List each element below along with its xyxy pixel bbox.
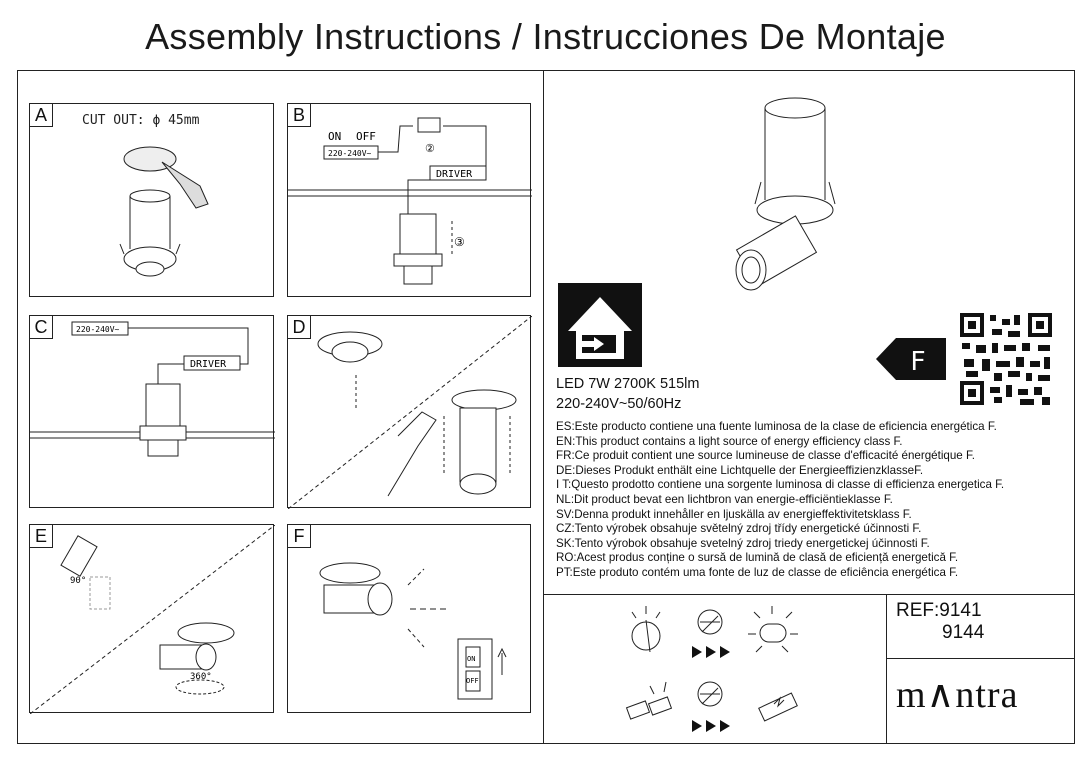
driver-label: DRIVER [190, 359, 227, 370]
statement-pt: PT:Este produto contém uma fonte de luz de classe de eficiência energética F. [556, 565, 959, 579]
statement-sv: SV:Denna produkt innehåller en ljuskälla av energieffektivitetsklass F. [556, 507, 912, 521]
statement-nl: NL:Dit product bevat een lichtbron van energie-efficiëntieklasse F. [556, 492, 893, 506]
reference-numbers [896, 600, 984, 644]
statement-fr: FR:Ce produit contient une source lumineuse de classe d'efficacité énergétique F. [556, 449, 975, 463]
statement-cz: CZ:Tento výrobek obsahuje světelný zdroj třídy energetické účinnosti F. [556, 522, 922, 536]
statement-it: I T:Questo prodotto contiene una sorgente luminosa di classe di efficienza energetica F. [556, 478, 1005, 492]
qr-code-icon [958, 311, 1054, 407]
panel-b [287, 103, 531, 297]
bottom-divider [543, 594, 1075, 595]
brand-logo: m∧ntra [896, 674, 1019, 716]
switch-off-label: OFF [466, 677, 479, 685]
arrow-icon [692, 646, 730, 658]
off-label: OFF [356, 130, 376, 143]
statement-ro: RO:Acest produs conține o sursă de lumină de clasă de eficiență energetică F. [556, 551, 959, 565]
adjust-angle-illustration [30, 525, 275, 714]
panel-d [287, 315, 531, 508]
reference-line-1: REF:9141 [896, 600, 982, 621]
rotation-angle-label: 360° [190, 672, 212, 682]
driver-replacement-row [620, 674, 870, 744]
cutout-dimension: CUT OUT: ϕ 45mm [82, 113, 200, 128]
voltage-label: 220-240V~ [76, 325, 120, 334]
panel-e [29, 524, 274, 713]
spec-line-1: LED 7W 2700K 515lm [556, 376, 700, 392]
reference-line-2: 9144 [942, 622, 985, 643]
step-2-marker: ② [425, 142, 435, 155]
panel-c [29, 315, 274, 508]
voltage-label: 220-240V~ [328, 149, 372, 158]
panel-label: C [30, 316, 53, 339]
energy-statements [556, 420, 1004, 581]
broken-led-icon [632, 606, 660, 652]
statement-es: ES:Este producto contiene una fuente luminosa de la clase de eficiencia energética F. [556, 420, 997, 433]
energy-class-letter: F [910, 347, 926, 377]
switch-on-label: ON [467, 655, 476, 663]
technician-icon [698, 610, 722, 634]
insert-lamp-illustration [288, 316, 532, 509]
led-lamp-icon [748, 606, 798, 652]
switch-on-illustration [288, 525, 532, 714]
ref-divider [886, 594, 887, 744]
broken-driver-icon [627, 682, 672, 719]
panel-label: F [288, 525, 311, 548]
driver-install-illustration [30, 316, 275, 509]
page-title: Assembly Instructions / Instrucciones De Montaje [145, 16, 946, 57]
indoor-house-icon [558, 283, 642, 367]
driver-label: DRIVER [436, 169, 473, 180]
panel-label: E [30, 525, 53, 548]
drill-cutout-illustration [30, 104, 275, 298]
energy-class-badge [876, 338, 946, 380]
statement-sk: SK:Tento výrobok obsahuje svetelný zdroj triedy energetickej účinnosti F. [556, 536, 930, 550]
led-replacement-row [620, 602, 870, 672]
tilt-angle-label: 90° [70, 576, 87, 586]
brand-divider [886, 658, 1075, 659]
panel-a [29, 103, 274, 297]
panel-label: D [288, 316, 311, 339]
arrow-icon [692, 720, 730, 732]
panel-label: B [288, 104, 311, 127]
panel-label: A [30, 104, 53, 127]
statement-de: DE:Dieses Produkt enthält eine Lichtquelle der EnergieeffizienzklasseF. [556, 463, 924, 477]
driver-icon [759, 693, 798, 721]
vertical-divider [543, 70, 544, 744]
wiring-illustration [288, 104, 532, 298]
panel-f [287, 524, 531, 713]
spec-line-2: 220-240V~50/60Hz [556, 396, 682, 412]
technician-icon [698, 682, 722, 706]
statement-en: EN:This product contains a light source of energy efficiency class F. [556, 434, 903, 448]
on-label: ON [328, 130, 342, 143]
indoor-house-glyph [558, 283, 642, 367]
step-3-marker: ③ [454, 235, 465, 249]
product-illustration [725, 92, 875, 312]
